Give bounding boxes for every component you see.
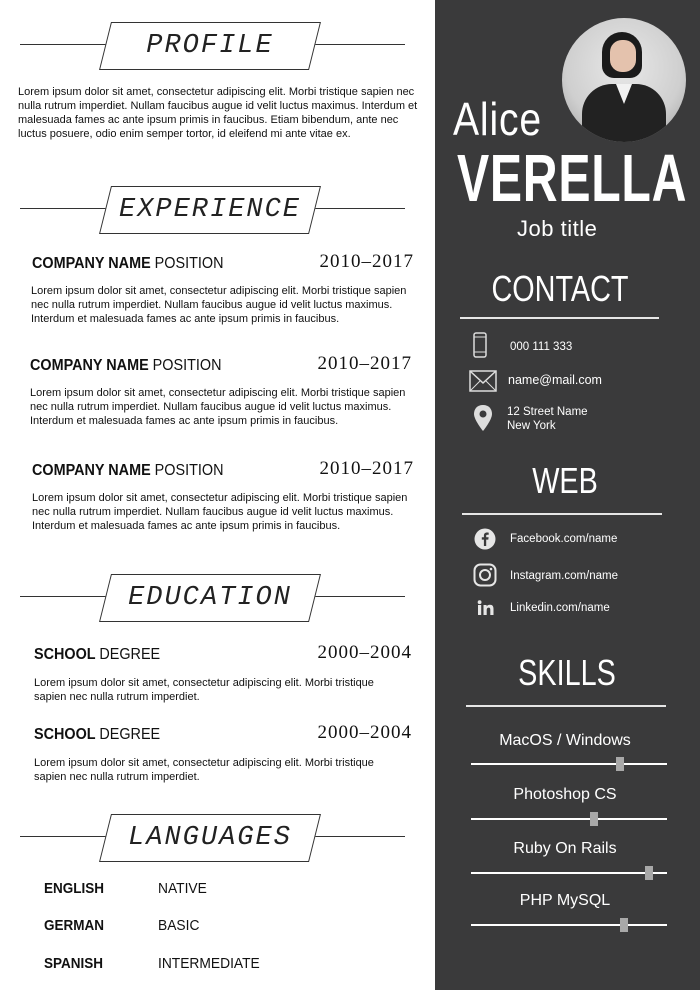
- skills-heading: SKILLS: [518, 652, 616, 693]
- company-name: COMPANY NAME: [32, 255, 151, 272]
- language-name: GERMAN: [44, 917, 105, 934]
- skill-label: Ruby On Rails: [513, 840, 617, 857]
- job-header: [32, 251, 414, 277]
- location-pin-icon: [473, 404, 493, 437]
- school-name: SCHOOL: [34, 646, 96, 663]
- skill-slider-thumb[interactable]: [616, 757, 624, 771]
- skill-slider-thumb[interactable]: [590, 812, 598, 826]
- experience-heading-label: EXPERIENCE: [118, 195, 302, 225]
- job-description: Lorem ipsum dolor sit amet, consectetur adipiscing elit. Morbi tristique sapien nec nulla rutrum imperdiet. Nullam faucibus augue id velit luctus maximus. Interdum et malesuada fames ac ante ipsum primis in faucibus.: [30, 387, 406, 427]
- languages-heading-label: LANGUAGES: [128, 823, 292, 853]
- skill-label: Photoshop CS: [513, 786, 617, 803]
- school-years: 2000–2004: [317, 642, 412, 663]
- contact-phone: 000 111 333: [510, 341, 573, 353]
- job-years: 2010–2017: [319, 251, 414, 272]
- school-name: SCHOOL: [34, 726, 96, 743]
- school-header: [34, 722, 412, 748]
- web-linkedin[interactable]: Linkedin.com/name: [510, 602, 610, 614]
- phone-icon: [473, 332, 487, 363]
- education-heading: [20, 574, 405, 624]
- job-position: POSITION: [154, 462, 224, 479]
- job-header: [30, 353, 412, 379]
- school-description: Lorem ipsum dolor sit amet, consectetur adipiscing elit. Morbi tristique sapien nec nulla rutrum imperdiet.: [34, 757, 374, 783]
- job-description: Lorem ipsum dolor sit amet, consectetur adipiscing elit. Morbi tristique sapien nec nulla rutrum imperdiet. Nullam faucibus augue id velit luctus maximus. Interdum et malesuada fames ac ante ipsum primis in faucibus.: [31, 285, 407, 325]
- web-facebook[interactable]: Facebook.com/name: [510, 533, 618, 545]
- skill-slider[interactable]: [471, 763, 667, 765]
- skill-slider-thumb[interactable]: [620, 918, 628, 932]
- experience-heading: [20, 186, 405, 236]
- contact-address-line1: 12 Street Name: [507, 406, 588, 418]
- photo-face: [610, 40, 636, 72]
- school-years: 2000–2004: [317, 722, 412, 743]
- profile-heading: [20, 22, 405, 72]
- skill-label: PHP MySQL: [519, 892, 611, 909]
- web-divider: [462, 513, 662, 515]
- school-degree: DEGREE: [99, 646, 161, 663]
- language-level: INTERMEDIATE: [158, 955, 260, 972]
- facebook-icon: [474, 528, 496, 555]
- school-title-line: [34, 646, 160, 664]
- skill-label: MacOS / Windows: [499, 732, 631, 749]
- job-title-line: [32, 462, 223, 480]
- language-name: SPANISH: [44, 955, 104, 972]
- school-description: Lorem ipsum dolor sit amet, consectetur adipiscing elit. Morbi tristique sapien nec nulla rutrum imperdiet.: [34, 677, 374, 703]
- web-instagram[interactable]: Instagram.com/name: [510, 570, 619, 582]
- job-position: POSITION: [154, 255, 224, 272]
- contact-divider: [460, 317, 659, 319]
- job-title: Job title: [517, 216, 598, 241]
- contact-email[interactable]: name@mail.com: [508, 373, 602, 387]
- mail-icon: [469, 370, 497, 397]
- profile-heading-label: PROFILE: [146, 31, 274, 61]
- job-description: Lorem ipsum dolor sit amet, consectetur adipiscing elit. Morbi tristique sapien nec nulla rutrum imperdiet. Nullam faucibus augue id velit luctus maximus. Interdum et malesuada fames ac ante ipsum primis in faucibus.: [32, 492, 408, 532]
- sidebar: [435, 0, 700, 990]
- job-title-line: [30, 357, 221, 375]
- school-header: [34, 642, 412, 668]
- job-years: 2010–2017: [317, 353, 412, 374]
- job-header: [32, 458, 414, 484]
- profile-photo: [562, 18, 686, 142]
- school-degree: DEGREE: [99, 726, 161, 743]
- skill-slider-thumb[interactable]: [645, 866, 653, 880]
- language-level: BASIC: [158, 917, 200, 934]
- education-heading-label: EDUCATION: [128, 583, 292, 613]
- job-position: POSITION: [152, 357, 222, 374]
- languages-heading: [20, 814, 405, 864]
- skill-slider[interactable]: [471, 818, 667, 820]
- school-title-line: [34, 726, 160, 744]
- linkedin-icon: [477, 600, 495, 621]
- skill-slider[interactable]: [471, 924, 667, 926]
- language-name: ENGLISH: [44, 880, 105, 897]
- skills-divider: [466, 705, 666, 707]
- instagram-icon: [473, 563, 497, 592]
- profile-text: Lorem ipsum dolor sit amet, consectetur adipiscing elit. Morbi tristique sapien nec nulla rutrum imperdiet. Nullam faucibus augue id velit luctus maximus. Interdum et malesuada fames ac ante ipsum primis in faucibus. Etiam bibendum, ante nec luctus posuere, odio enim semper tortor, id eleifend mi ante vitae ex.: [18, 86, 418, 140]
- company-name: COMPANY NAME: [32, 462, 151, 479]
- web-heading: WEB: [532, 460, 598, 501]
- job-years: 2010–2017: [319, 458, 414, 479]
- contact-address-line2: New York: [507, 420, 556, 432]
- job-title-line: [32, 255, 223, 273]
- skill-slider[interactable]: [471, 872, 667, 874]
- language-level: NATIVE: [158, 880, 207, 897]
- company-name: COMPANY NAME: [30, 357, 149, 374]
- contact-heading: CONTACT: [491, 268, 629, 309]
- first-name: Alice: [453, 93, 543, 145]
- last-name: VERELLA: [457, 141, 688, 216]
